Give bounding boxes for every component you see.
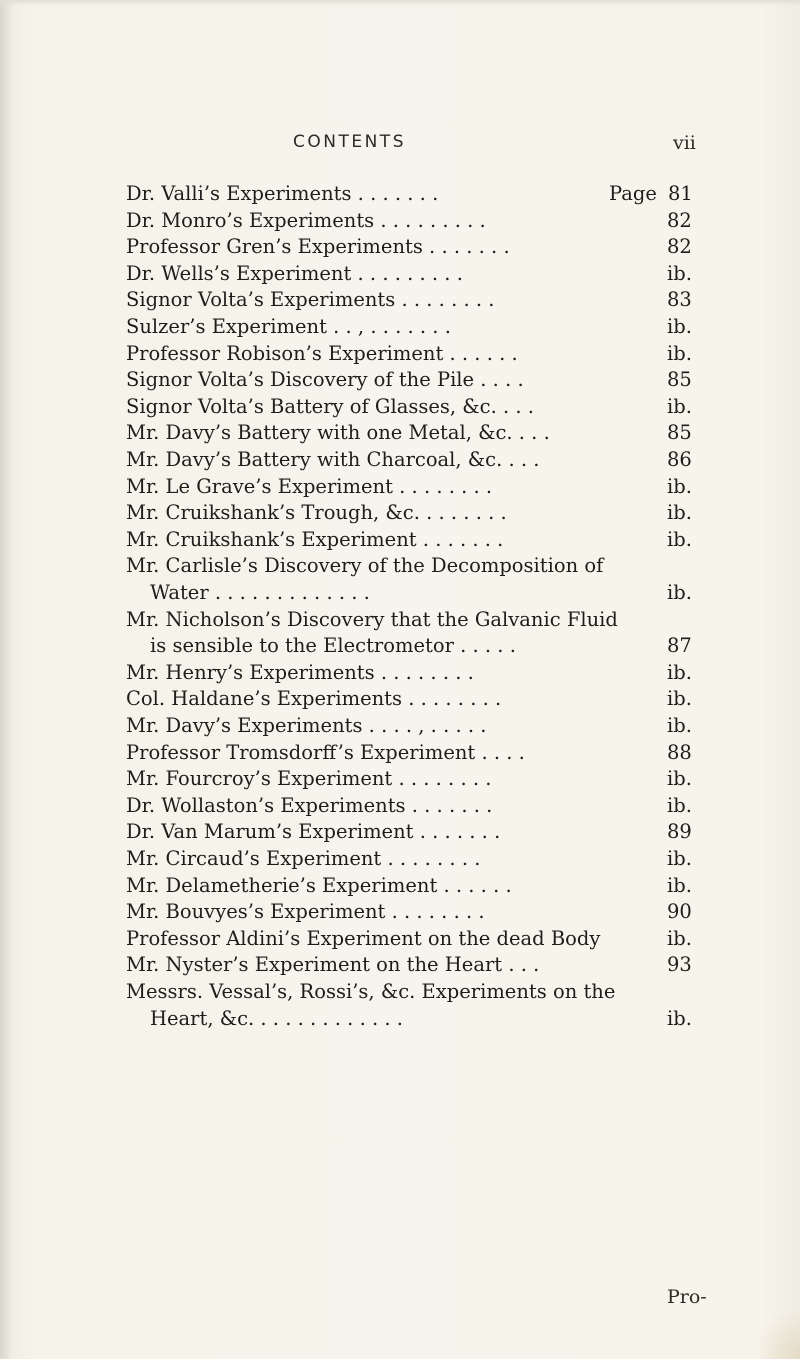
- toc-entry-page: ib.: [667, 394, 692, 418]
- toc-entry-title: Professor Robison’s Experiment . . . . . .: [126, 341, 518, 365]
- toc-entry-title: Mr. Nyster’s Experiment on the Heart . . .: [126, 953, 540, 977]
- toc-entry-title: Signor Volta’s Battery of Glasses, &c. . . .: [126, 394, 534, 418]
- toc-entry-page: ib.: [667, 261, 692, 285]
- toc-entry: [0, 634, 800, 662]
- toc-entry-page: ib.: [667, 873, 692, 897]
- toc-entry: [0, 820, 800, 848]
- toc-entry-page: ib.: [667, 714, 692, 737]
- toc-entry: [0, 528, 800, 556]
- toc-entry-page: 83: [667, 288, 692, 312]
- toc-entry-page: ib.: [667, 793, 692, 817]
- toc-entry-page: ib.: [667, 660, 692, 684]
- toc-entry-title: Mr. Davy’s Battery with Charcoal, &c. . . .: [126, 448, 540, 471]
- toc-entry-title: Sulzer’s Experiment . . , . . . . . . .: [126, 315, 451, 338]
- toc-entry: [0, 182, 800, 210]
- toc-entry-page: ib.: [667, 687, 692, 711]
- toc-entry: [0, 661, 800, 689]
- toc-entry-page: ib.: [667, 474, 692, 498]
- toc-entry: [0, 1007, 800, 1035]
- toc-entry-page: ib.: [667, 315, 692, 338]
- running-head: CONTENTS: [293, 132, 406, 152]
- toc-entry-title: Mr. Bouvyes’s Experiment . . . . . . . .: [126, 900, 485, 924]
- paper-stain: [760, 1299, 800, 1359]
- toc-entry-page: ib.: [667, 341, 692, 365]
- toc-entry-title: Water . . . . . . . . . . . . .: [150, 581, 370, 604]
- toc-entry: [0, 288, 800, 316]
- toc-entry: [0, 315, 800, 343]
- toc-entry-title: Signor Volta’s Experiments . . . . . . . .: [126, 288, 495, 312]
- toc-entry: [0, 608, 800, 636]
- toc-entry-title: Col. Haldane’s Experiments . . . . . . . .: [126, 687, 502, 711]
- toc-entry-page: 87: [667, 634, 692, 658]
- toc-entry: [0, 927, 800, 955]
- toc-entry-title: Dr. Wollaston’s Experiments . . . . . . .: [126, 793, 493, 817]
- toc-entry-title: Mr. Delametherie’s Experiment . . . . . .: [126, 873, 512, 897]
- toc-entry: [0, 847, 800, 875]
- page-number: vii: [673, 132, 696, 154]
- toc-entry: [0, 342, 800, 370]
- toc-entry-title: Heart, &c. . . . . . . . . . . . .: [150, 1006, 403, 1030]
- toc-entry-page: 82: [667, 235, 692, 259]
- toc-entry: [0, 741, 800, 769]
- toc-entry-page: 89: [667, 820, 692, 844]
- toc-entry-page: 85: [667, 368, 692, 392]
- toc-entry-title: Professor Aldini’s Experiment on the dead Body: [126, 926, 601, 950]
- toc-entry-page: ib.: [667, 926, 692, 950]
- toc-entry: [0, 395, 800, 423]
- toc-entry: [0, 980, 800, 1008]
- toc-entry-title: Professor Gren’s Experiments . . . . . . .: [126, 235, 510, 259]
- toc-entry-title: Mr. Le Grave’s Experiment . . . . . . . .: [126, 474, 493, 498]
- toc-entry-page: 88: [667, 740, 692, 764]
- toc-entry: [0, 554, 800, 582]
- toc-entry: [0, 953, 800, 981]
- toc-entry-title: Mr. Nicholson’s Discovery that the Galvanic Fluid: [126, 607, 618, 631]
- toc-entry-title: Mr. Circaud’s Experiment . . . . . . . .: [126, 847, 481, 870]
- page-header: [0, 132, 800, 160]
- toc-entry-page: 82: [667, 208, 692, 232]
- toc-entry: [0, 448, 800, 476]
- toc-entry-page: ib.: [667, 847, 692, 870]
- toc-entry-title: is sensible to the Electrometor . . . . .: [150, 634, 516, 658]
- toc-entry-page: 93: [667, 953, 692, 977]
- catchword: Pro-: [667, 1286, 707, 1308]
- toc-entry-title: Mr. Carlisle’s Discovery of the Decomposition of: [126, 554, 604, 578]
- toc-entry: [0, 235, 800, 263]
- toc-entry: [0, 794, 800, 822]
- toc-entry-title: Dr. Monro’s Experiments . . . . . . . . .: [126, 208, 486, 232]
- toc-entry: [0, 714, 800, 742]
- toc-entry-title: Mr. Cruikshank’s Experiment . . . . . . .: [126, 527, 504, 551]
- toc-entry-page: ib.: [667, 527, 692, 551]
- toc-entry: [0, 501, 800, 529]
- page-label: Page: [609, 182, 657, 205]
- toc-entry-title: Professor Tromsdorff’s Experiment . . . .: [126, 740, 525, 764]
- toc-entry: [0, 687, 800, 715]
- toc-entry-title: Signor Volta’s Discovery of the Pile . . . .: [126, 368, 524, 392]
- toc-entry-page: ib.: [667, 581, 692, 604]
- toc-entry-title: Mr. Cruikshank’s Trough, &c. . . . . . . .: [126, 501, 507, 525]
- toc-entry: [0, 421, 800, 449]
- toc-entry-title: Mr. Henry’s Experiments . . . . . . . .: [126, 660, 474, 684]
- toc-entry-page: 86: [667, 448, 692, 471]
- toc-entry-title: Messrs. Vessal’s, Rossi’s, &c. Experiments on the: [126, 980, 616, 1003]
- toc-entry-page: ib.: [667, 1006, 692, 1030]
- toc-entry-title: Dr. Valli’s Experiments . . . . . . .: [126, 182, 439, 205]
- page-top-edge: [0, 0, 800, 6]
- toc-entry: [0, 475, 800, 503]
- toc-entry-title: Mr. Davy’s Battery with one Metal, &c. . . .: [126, 421, 550, 445]
- toc-entry: [0, 209, 800, 237]
- toc-entry: [0, 368, 800, 396]
- toc-entry-page: 90: [667, 900, 692, 924]
- toc-entry: [0, 767, 800, 795]
- toc-entry: [0, 262, 800, 290]
- toc-entry-title: Dr. Van Marum’s Experiment . . . . . . .: [126, 820, 501, 844]
- toc-entry-page: ib.: [667, 767, 692, 791]
- toc-entry-page: 81: [668, 182, 693, 205]
- toc-entry-page: 85: [667, 421, 692, 445]
- toc-entry-title: Mr. Davy’s Experiments . . . . , . . . . .: [126, 714, 487, 737]
- toc-entry-page: ib.: [667, 501, 692, 525]
- toc-entry: [0, 874, 800, 902]
- toc-entry: [0, 900, 800, 928]
- toc-entry-title: Mr. Fourcroy’s Experiment . . . . . . . .: [126, 767, 492, 791]
- toc-entry: [0, 581, 800, 609]
- toc-entry-title: Dr. Wells’s Experiment . . . . . . . . .: [126, 261, 463, 285]
